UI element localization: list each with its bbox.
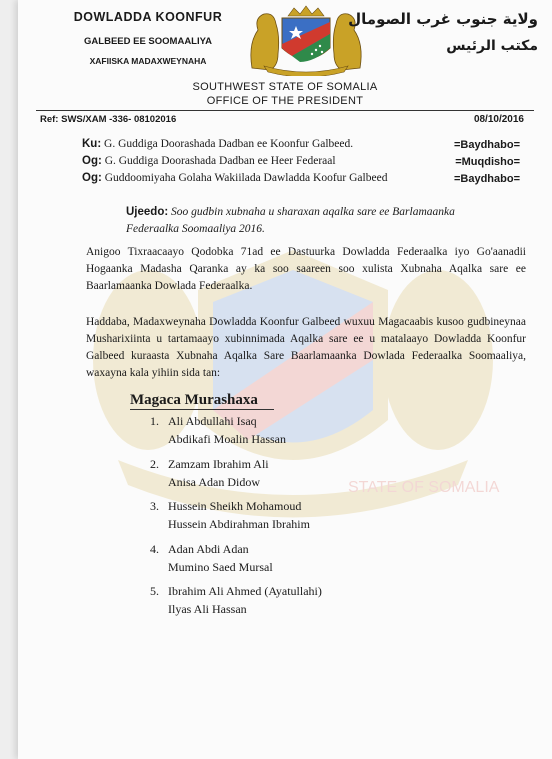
header-divider: [36, 110, 534, 111]
recipient-place: =Baydhabo=: [453, 173, 520, 185]
candidate-item: [150, 582, 322, 618]
recipient-place: =Muqdisho=: [455, 156, 520, 168]
subject-label: Ujeedo:: [126, 206, 169, 218]
candidate-item: [150, 455, 269, 491]
header-left-subtitle: GALBEED EE SOOMAALIYA: [84, 36, 212, 47]
recipient-text: G. Guddiga Doorashada Dadban ee Koonfur Galbeed.: [104, 138, 354, 150]
candidate-number: 4.: [150, 542, 159, 556]
candidate-item: [150, 497, 310, 533]
header-left-office: XAFIISKA MADAXWEYNAHA: [89, 56, 207, 66]
document-page: [18, 0, 552, 759]
header-right: [338, 10, 538, 54]
candidate-item: [150, 540, 273, 576]
header-left: [48, 10, 248, 66]
recipient-label: Og:: [82, 172, 102, 184]
candidate-primary: Zamzam Ibrahim Ali: [168, 457, 269, 471]
recipient-line: [82, 155, 336, 167]
candidate-number: 3.: [150, 499, 159, 513]
body-paragraph: Haddaba, Madaxweynaha Dowladda Koonfur Galbeed wuxuu Magacaabis kusoo gudbineynaa Musharixiinta u tartamaayo xubinnimada Aqalka sare ee u matalaayo Dowladda Koonfur Galbeed kuraasta Xubnaha Aqalka Sare Baarlamaanka Dowlada Federaalka Soomaaliya, waxayna kala yihiin sida tan:: [86, 316, 526, 379]
state-name: SOUTHWEST STATE OF SOMALIA: [192, 81, 378, 93]
header-left-title: DOWLADDA KOONFUR: [73, 10, 223, 24]
candidates-heading-underline: [130, 409, 274, 410]
recipient-text: Guddoomiyaha Golaha Wakiilada Dawladda Koofur Galbeed: [104, 172, 388, 184]
letterhead-center: [18, 80, 552, 108]
candidate-primary: Adan Abdi Adan: [168, 542, 249, 556]
header-right-title: ولاية جنوب غرب الصومال: [348, 10, 538, 28]
recipient-line: [82, 172, 387, 184]
candidate-secondary: Abdikafi Moalin Hassan: [168, 432, 286, 446]
letter-date: 08/10/2016: [473, 114, 524, 125]
recipient-text: G. Guddiga Doorashada Dadban ee Heer Federaal: [104, 155, 336, 167]
candidate-primary: Ali Abdullahi Isaq: [168, 414, 257, 428]
candidate-number: 5.: [150, 584, 159, 598]
recipient-label: Og:: [82, 155, 102, 167]
candidate-secondary: Hussein Abdirahman Ibrahim: [168, 517, 310, 531]
recipient-label: Ku:: [82, 138, 102, 150]
candidate-primary: Hussein Sheikh Mohamoud: [168, 499, 302, 513]
body-paragraph: Anigoo Tixraacaayo Qodobka 71ad ee Dastuurka Dowladda Federaalka iyo Go'aanadii Hogaanka Madasha Qaranka ay ka soo saareen soo xulista Xubnaha Aqalka sare ee Baarlamaanka Dowlada Federaalka.: [86, 246, 526, 292]
candidate-secondary: Anisa Adan Didow: [168, 475, 260, 489]
candidate-item: [150, 412, 286, 448]
candidate-secondary: Ilyas Ali Hassan: [168, 602, 247, 616]
subject-text: Soo gudbin xubnaha u sharaxan aqalka sare ee Barlamaanka Federaalka Soomaaliya 2016.: [126, 206, 455, 235]
candidate-number: 2.: [150, 457, 159, 471]
candidate-number: 1.: [150, 414, 159, 428]
reference-number: Ref: SWS/XAM -336- 08102016: [40, 114, 177, 125]
watermark-text: STATE OF SOMALIA: [348, 479, 500, 496]
header-right-office: مكتب الرئيس: [446, 38, 538, 54]
recipient-place: =Baydhabo=: [453, 139, 520, 151]
office-name: OFFICE OF THE PRESIDENT: [206, 95, 364, 107]
candidates-heading: Magaca Murashaxa: [130, 392, 258, 408]
candidate-secondary: Mumino Saed Mursal: [168, 560, 273, 574]
subject-line: [126, 204, 506, 238]
recipient-line: [82, 138, 353, 150]
candidate-primary: Ibrahim Ali Ahmed (Ayatullahi): [168, 584, 322, 598]
